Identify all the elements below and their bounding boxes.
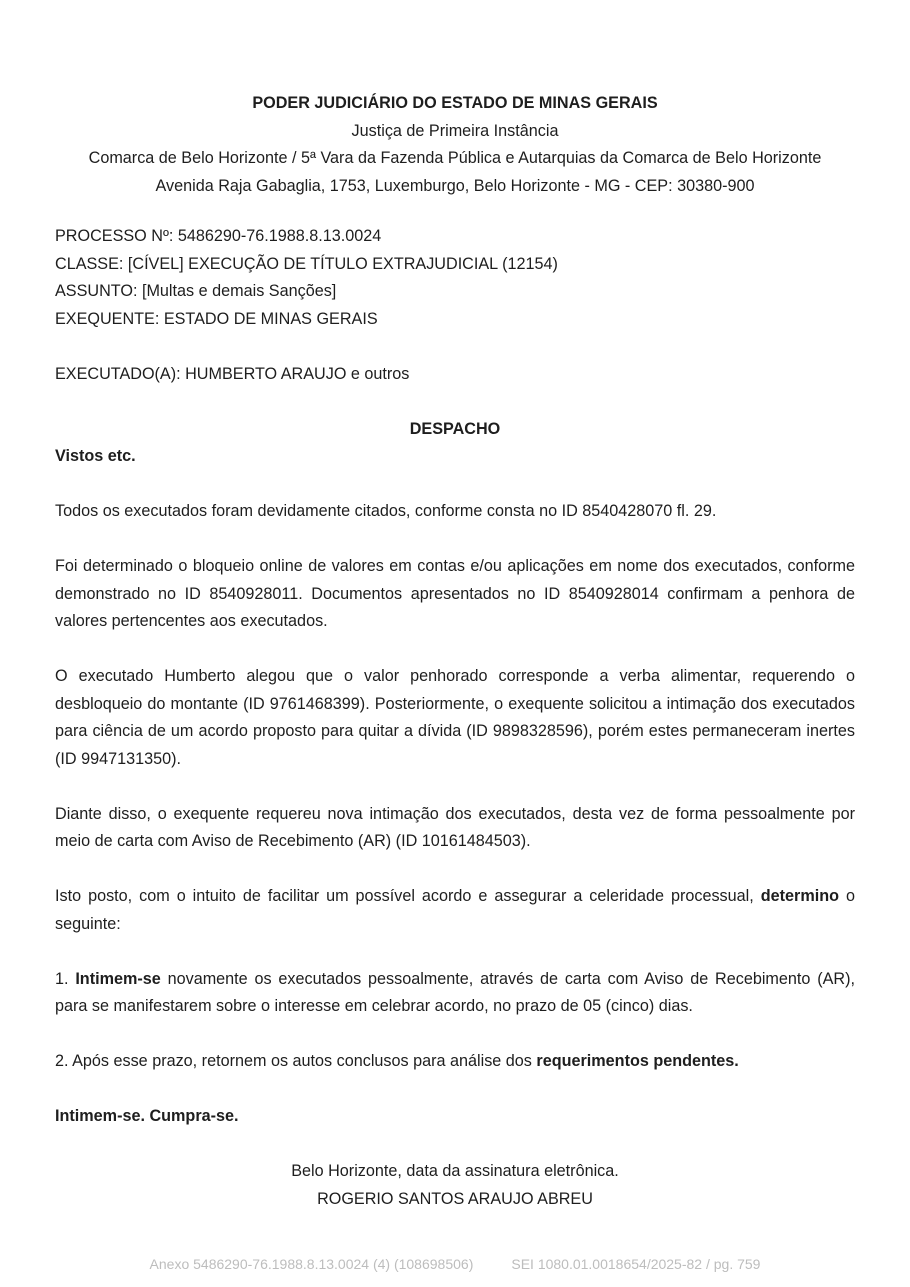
paragraph-4: Diante disso, o exequente requereu nova intimação dos executados, desta vez de forma pessoalmente por meio de carta com Aviso de Recebimento (AR) (ID 10161484503). [55, 804, 855, 850]
case-subject: ASSUNTO: [Multas e demais Sanções] [55, 282, 337, 300]
case-number: PROCESSO Nº: 5486290-76.1988.8.13.0024 [55, 227, 382, 245]
order-item-1-bold: Intimem-se [75, 969, 161, 988]
case-info [55, 223, 855, 388]
paragraph-5 [55, 883, 855, 938]
instance-name: Justiça de Primeira Instância [351, 121, 559, 140]
paragraph-1: Todos os executados foram devidamente citados, conforme consta no ID 8540428070 fl. 29. [55, 502, 717, 520]
order-item-1-text: novamente os executados pessoalmente, através de carta com Aviso de Recebimento (AR), para se manifestarem sobre o interesse em celebrar acordo, no prazo de 05 (cinco) dias. [55, 969, 855, 1015]
judge-name: ROGERIO SANTOS ARAUJO ABREU [317, 1189, 593, 1208]
signature-block [55, 1158, 855, 1213]
document-page [55, 90, 855, 1213]
court-name: PODER JUDICIÁRIO DO ESTADO DE MINAS GERAIS [252, 94, 658, 112]
paragraph-5-post: o seguinte: [55, 887, 855, 933]
case-plaintiff: EXEQUENTE: ESTADO DE MINAS GERAIS [55, 309, 378, 328]
footer-annex: Anexo 5486290-76.1988.8.13.0024 (4) (108698506) [149, 1256, 474, 1272]
page-footer [0, 1256, 910, 1272]
document-title: DESPACHO [409, 419, 501, 438]
paragraph-3: O executado Humberto alegou que o valor penhorado corresponde a verba alimentar, requerendo o desbloqueio do montante (ID 9761468399). Posteriormente, o exequente solicitou a intimação dos executados para ciência de um acordo proposto para quitar a dívida (ID 9898328596), porém estes permaneceram inertes (ID 9947131350). [55, 667, 855, 768]
paragraph-5-bold: determino [760, 887, 839, 905]
comarca-name: Comarca de Belo Horizonte / 5ª Vara da Fazenda Pública e Autarquias da Comarca de Belo Horizonte [88, 149, 822, 167]
closing-line: Intimem-se. Cumpra-se. [55, 1107, 239, 1125]
order-item-1-number: 1. [55, 969, 76, 988]
order-item-1 [55, 966, 855, 1021]
paragraph-5-pre: Isto posto, com o intuito de facilitar um possível acordo e assegurar a celeridade processual, [55, 887, 761, 905]
signature-place-date: Belo Horizonte, data da assinatura eletrônica. [291, 1162, 619, 1180]
footer-sei: SEI 1080.01.0018654/2025-82 / pg. 759 [511, 1256, 761, 1272]
order-item-2-text: 2. Após esse prazo, retornem os autos conclusos para análise dos [55, 1052, 537, 1070]
order-item-2-bold: requerimentos pendentes. [536, 1052, 739, 1070]
case-class: CLASSE: [CÍVEL] EXECUÇÃO DE TÍTULO EXTRAJUDICIAL (12154) [55, 254, 558, 273]
order-item-2 [55, 1048, 855, 1076]
case-defendant: EXECUTADO(A): HUMBERTO ARAUJO e outros [55, 364, 410, 383]
document-header [55, 90, 855, 200]
paragraph-2: Foi determinado o bloqueio online de valores em contas e/ou aplicações em nome dos executados, conforme demonstrado no ID 8540928011. Documentos apresentados no ID 8540928014 confirmam a penhora de valores pertencentes aos executados. [55, 557, 855, 630]
opening-line: Vistos etc. [55, 447, 136, 465]
court-address: Avenida Raja Gabaglia, 1753, Luxemburgo, Belo Horizonte - MG - CEP: 30380-900 [155, 176, 755, 195]
